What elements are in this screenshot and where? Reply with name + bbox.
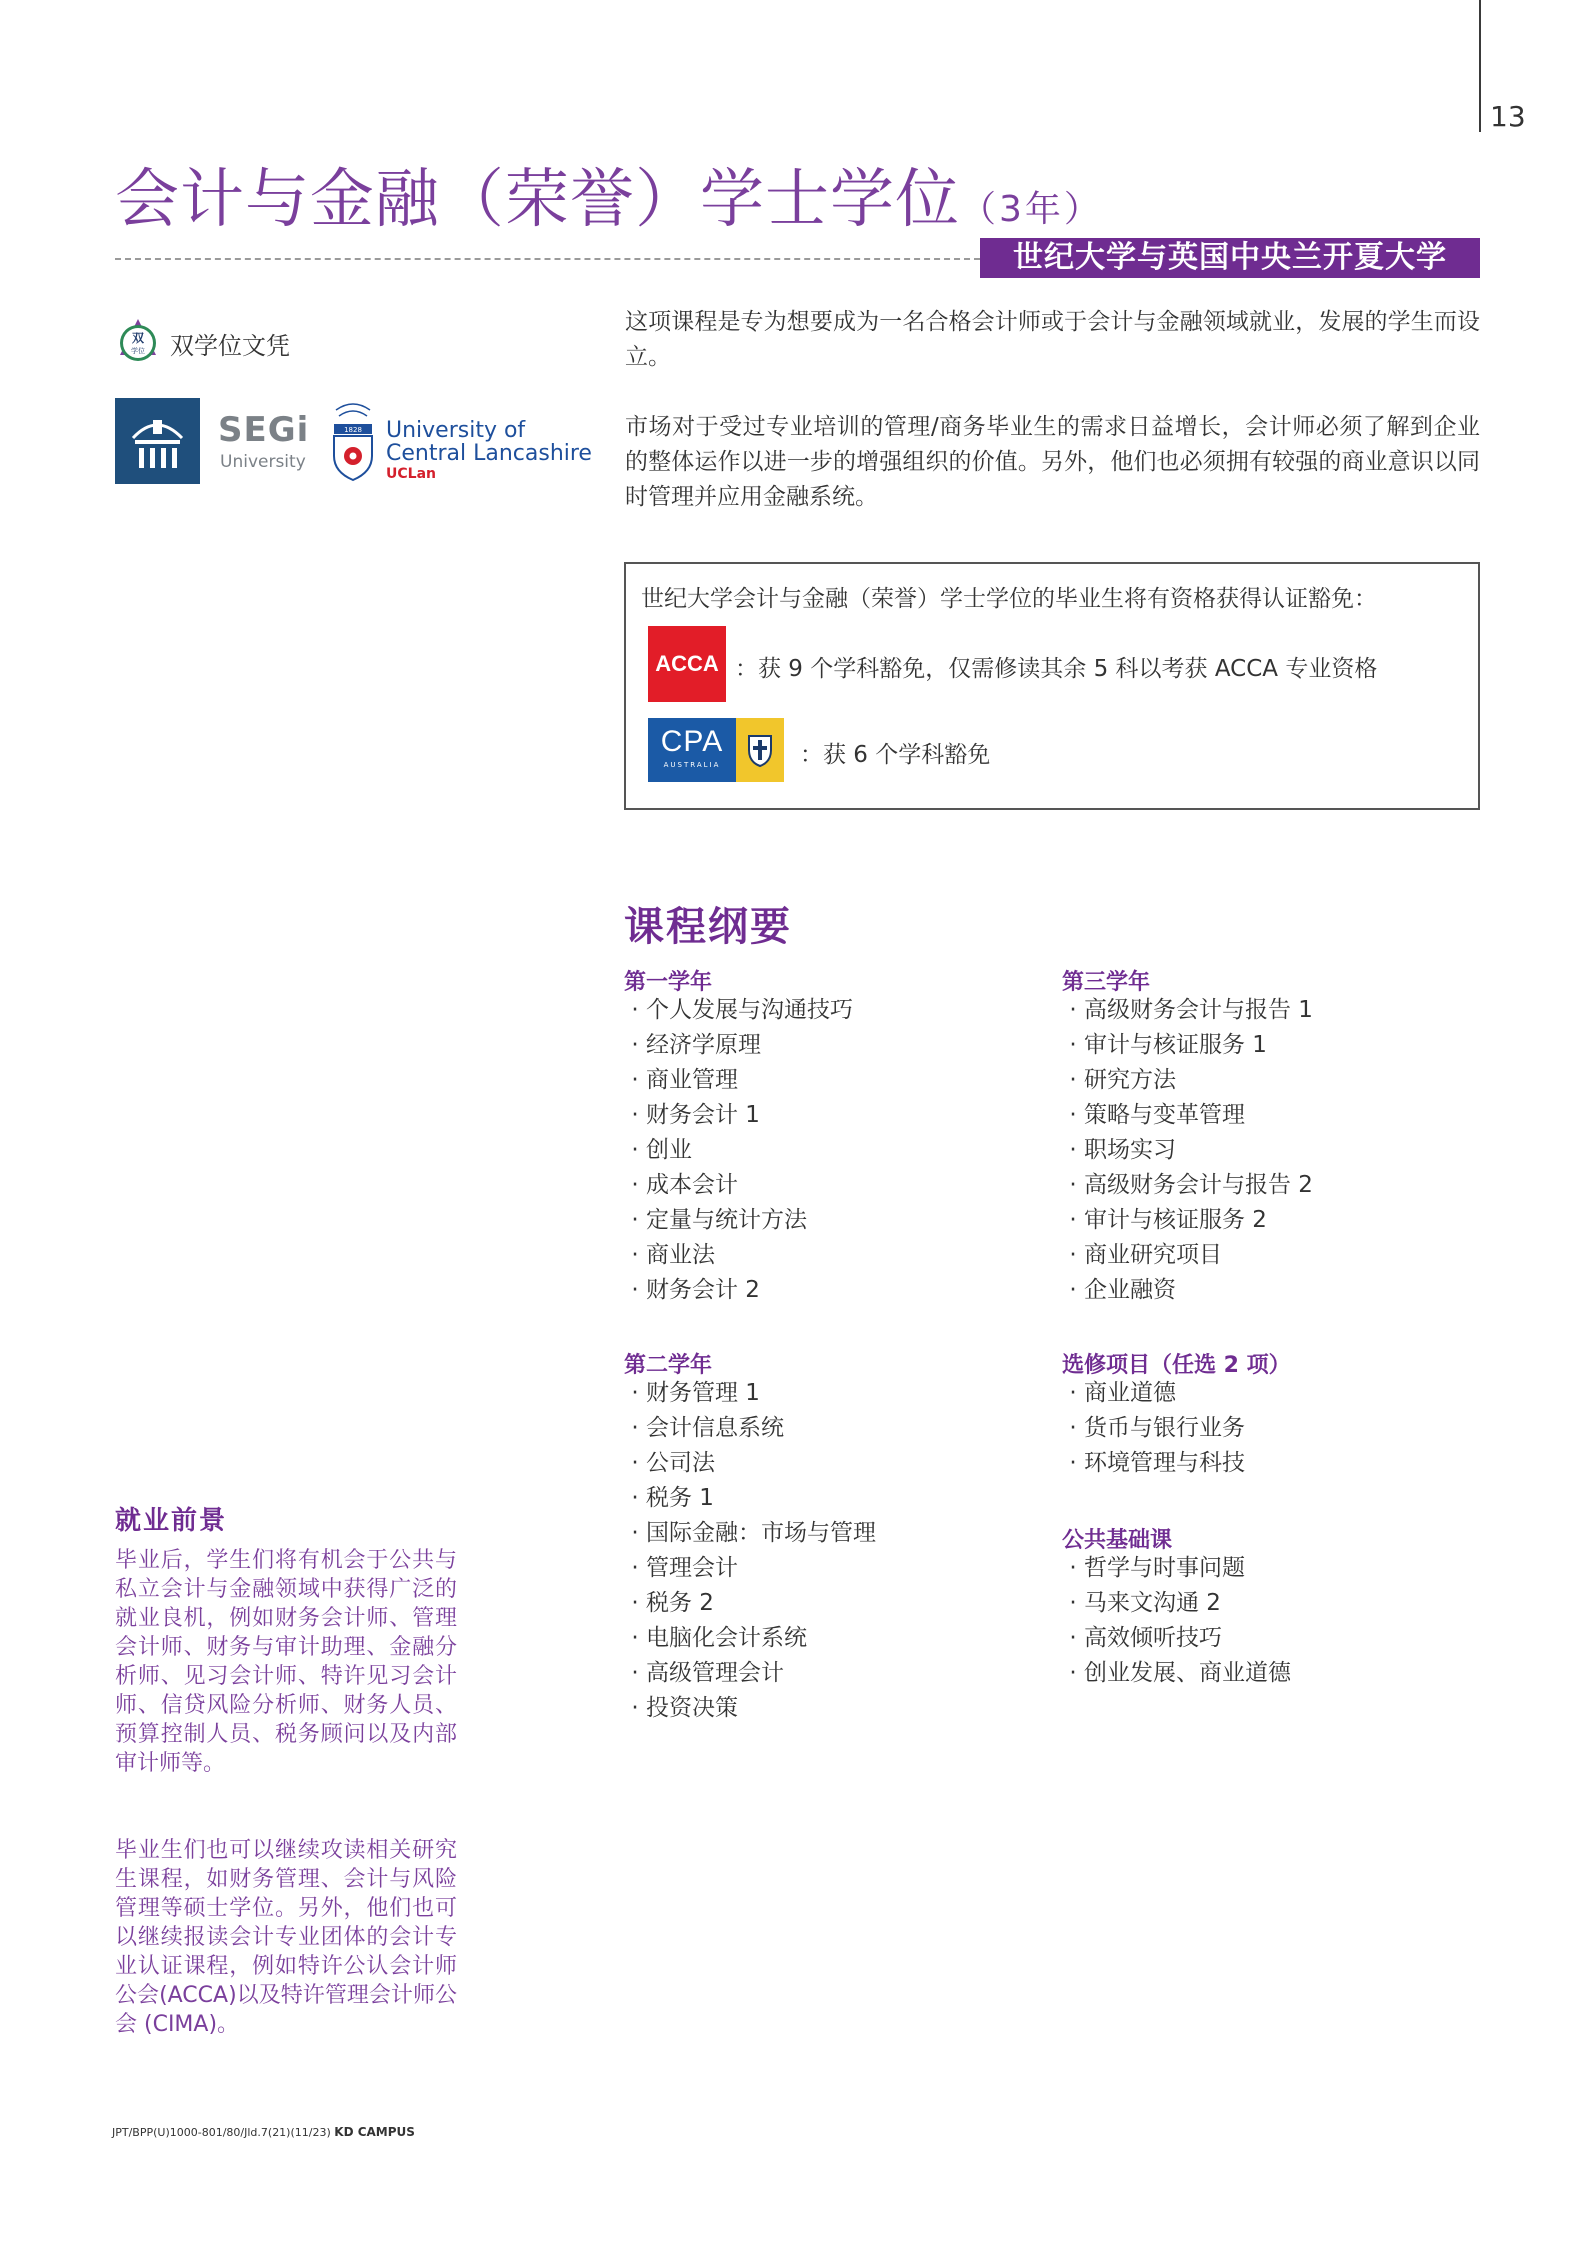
header-divider-line bbox=[1479, 0, 1481, 132]
footer-license: JPT/BPP(U)1000-801/80/Jld.7(21)(11/23) bbox=[112, 2126, 331, 2139]
list-item: · 企业融资 bbox=[1062, 1273, 1313, 1308]
list-item: · 投资决策 bbox=[624, 1691, 876, 1726]
list-item: · 研究方法 bbox=[1062, 1063, 1313, 1098]
list-item: · 商业管理 bbox=[624, 1063, 853, 1098]
career-paragraph-2: 毕业生们也可以继续攻读相关研究生课程，如财务管理、会计与风险管理等硕士学位。另外，他们也可以继续报读会计专业团体的会计专业认证课程，例如特许公认会计师公会(ACCA)以及特许管理会计师公会 (CIMA)。 bbox=[115, 1838, 457, 2037]
list-item: · 职场实习 bbox=[1062, 1133, 1313, 1168]
list-item: · 高级财务会计与报告 2 bbox=[1062, 1168, 1313, 1203]
cpa-logo-subtitle: AUSTRALIA bbox=[663, 761, 721, 769]
list-item: · 哲学与时事问题 bbox=[1062, 1551, 1291, 1586]
list-item: · 管理会计 bbox=[624, 1551, 876, 1586]
list-item: · 国际金融：市场与管理 bbox=[624, 1516, 876, 1551]
segi-emblem-icon bbox=[115, 398, 200, 484]
list-item: · 财务会计 1 bbox=[624, 1098, 853, 1133]
list-item: · 马来文沟通 2 bbox=[1062, 1586, 1291, 1621]
list-item: · 定量与统计方法 bbox=[624, 1203, 853, 1238]
university-banner: 世纪大学与英国中央兰开夏大学 bbox=[980, 238, 1480, 278]
list-item: · 电脑化会计系统 bbox=[624, 1621, 876, 1656]
segi-logo-name: SEGi bbox=[218, 410, 310, 450]
list-item: · 高级管理会计 bbox=[624, 1656, 876, 1691]
list-item: · 公司法 bbox=[624, 1446, 876, 1481]
cpa-exemption-text: ：获 6 个学科豁免 bbox=[800, 742, 991, 768]
cpa-crest-icon bbox=[746, 732, 774, 768]
acca-exemption-text: ：获 9 个学科豁免，仅需修读其余 5 科以考获 ACCA 专业资格 bbox=[735, 656, 1378, 682]
dual-icon-bottom: 学位 bbox=[131, 347, 145, 355]
uclan-logo-line1: University of bbox=[386, 418, 526, 443]
career-paragraph-1: 毕业后，学生们将有机会于公共与私立会计与金融领域中获得广泛的就业良机，例如财务会计师、管理会计师、财务与审计助理、金融分析师、见习会计师、特许见习会计师、信贷风险分析师、财务人员、预算控制人员、税务顾问以及内部审计师等。 bbox=[115, 1548, 457, 1776]
list-item: · 商业法 bbox=[624, 1238, 853, 1273]
footer-brand: KD CAMPUS bbox=[334, 2125, 415, 2139]
list-item: · 高效倾听技巧 bbox=[1062, 1621, 1291, 1656]
list-item: · 高级财务会计与报告 1 bbox=[1062, 993, 1313, 1028]
year3-heading: 第三学年 bbox=[1062, 970, 1151, 995]
public-course-list bbox=[1062, 1551, 1291, 1691]
list-item: · 商业道德 bbox=[1062, 1376, 1245, 1411]
electives-heading: 选修项目（任选 2 项） bbox=[1062, 1353, 1291, 1378]
uclan-crest-year: 1828 bbox=[344, 426, 362, 434]
electives-course-list bbox=[1062, 1376, 1245, 1481]
list-item: · 环境管理与科技 bbox=[1062, 1446, 1245, 1481]
intro-paragraph-1: 这项课程是专为想要成为一名合格会计师或于会计与金融领域就业，发展的学生而设立。 bbox=[625, 309, 1480, 370]
list-item: · 个人发展与沟通技巧 bbox=[624, 993, 853, 1028]
acca-logo: ACCA bbox=[648, 626, 726, 702]
list-item: · 税务 2 bbox=[624, 1586, 876, 1621]
uclan-logo-line2: Central Lancashire bbox=[386, 441, 592, 466]
career-heading: 就业前景 bbox=[115, 1506, 228, 1536]
title-years: （3年） bbox=[960, 189, 1103, 230]
list-item: · 财务管理 1 bbox=[624, 1376, 876, 1411]
year3-course-list bbox=[1062, 993, 1313, 1308]
list-item: · 策略与变革管理 bbox=[1062, 1098, 1313, 1133]
list-item: · 创业发展、商业道德 bbox=[1062, 1656, 1291, 1691]
dual-degree-label: 双学位文凭 bbox=[170, 332, 290, 360]
intro-paragraph-2: 市场对于受过专业培训的管理/商务毕业生的需求日益增长，会计师必须了解到企业的整体运作以进一步的增强组织的价值。另外，他们也必须拥有较强的商业意识以同时管理并应用金融系统。 bbox=[625, 414, 1480, 510]
footer-code bbox=[112, 2125, 415, 2139]
list-item: · 税务 1 bbox=[624, 1481, 876, 1516]
segi-logo-subtitle: University bbox=[220, 452, 306, 472]
list-item: · 经济学原理 bbox=[624, 1028, 853, 1063]
title-main: 会计与金融（荣誉）学士学位 bbox=[115, 163, 960, 237]
list-item: · 会计信息系统 bbox=[624, 1411, 876, 1446]
list-item: · 创业 bbox=[624, 1133, 853, 1168]
year2-course-list bbox=[624, 1376, 876, 1726]
page-number: 13 bbox=[1490, 100, 1526, 133]
year1-course-list bbox=[624, 993, 853, 1308]
dashed-divider bbox=[115, 258, 980, 260]
uclan-crest-icon bbox=[330, 400, 376, 482]
curriculum-title: 课程纲要 bbox=[624, 904, 792, 950]
accreditation-title: 世纪大学会计与金融（荣誉）学士学位的毕业生将有资格获得认证豁免： bbox=[641, 586, 1377, 612]
year1-heading: 第一学年 bbox=[624, 970, 713, 995]
year2-heading: 第二学年 bbox=[624, 1353, 713, 1378]
uclan-logo-line3: UCLan bbox=[386, 466, 436, 482]
list-item: · 商业研究项目 bbox=[1062, 1238, 1313, 1273]
dual-degree-icon bbox=[112, 315, 164, 367]
list-item: · 财务会计 2 bbox=[624, 1273, 853, 1308]
list-item: · 成本会计 bbox=[624, 1168, 853, 1203]
page-title bbox=[115, 148, 1103, 240]
dual-icon-top: 双 bbox=[131, 331, 145, 345]
list-item: · 审计与核证服务 2 bbox=[1062, 1203, 1313, 1238]
public-courses-heading: 公共基础课 bbox=[1062, 1528, 1173, 1553]
cpa-logo-text: CPA bbox=[660, 725, 724, 758]
list-item: · 审计与核证服务 1 bbox=[1062, 1028, 1313, 1063]
list-item: · 货币与银行业务 bbox=[1062, 1411, 1245, 1446]
